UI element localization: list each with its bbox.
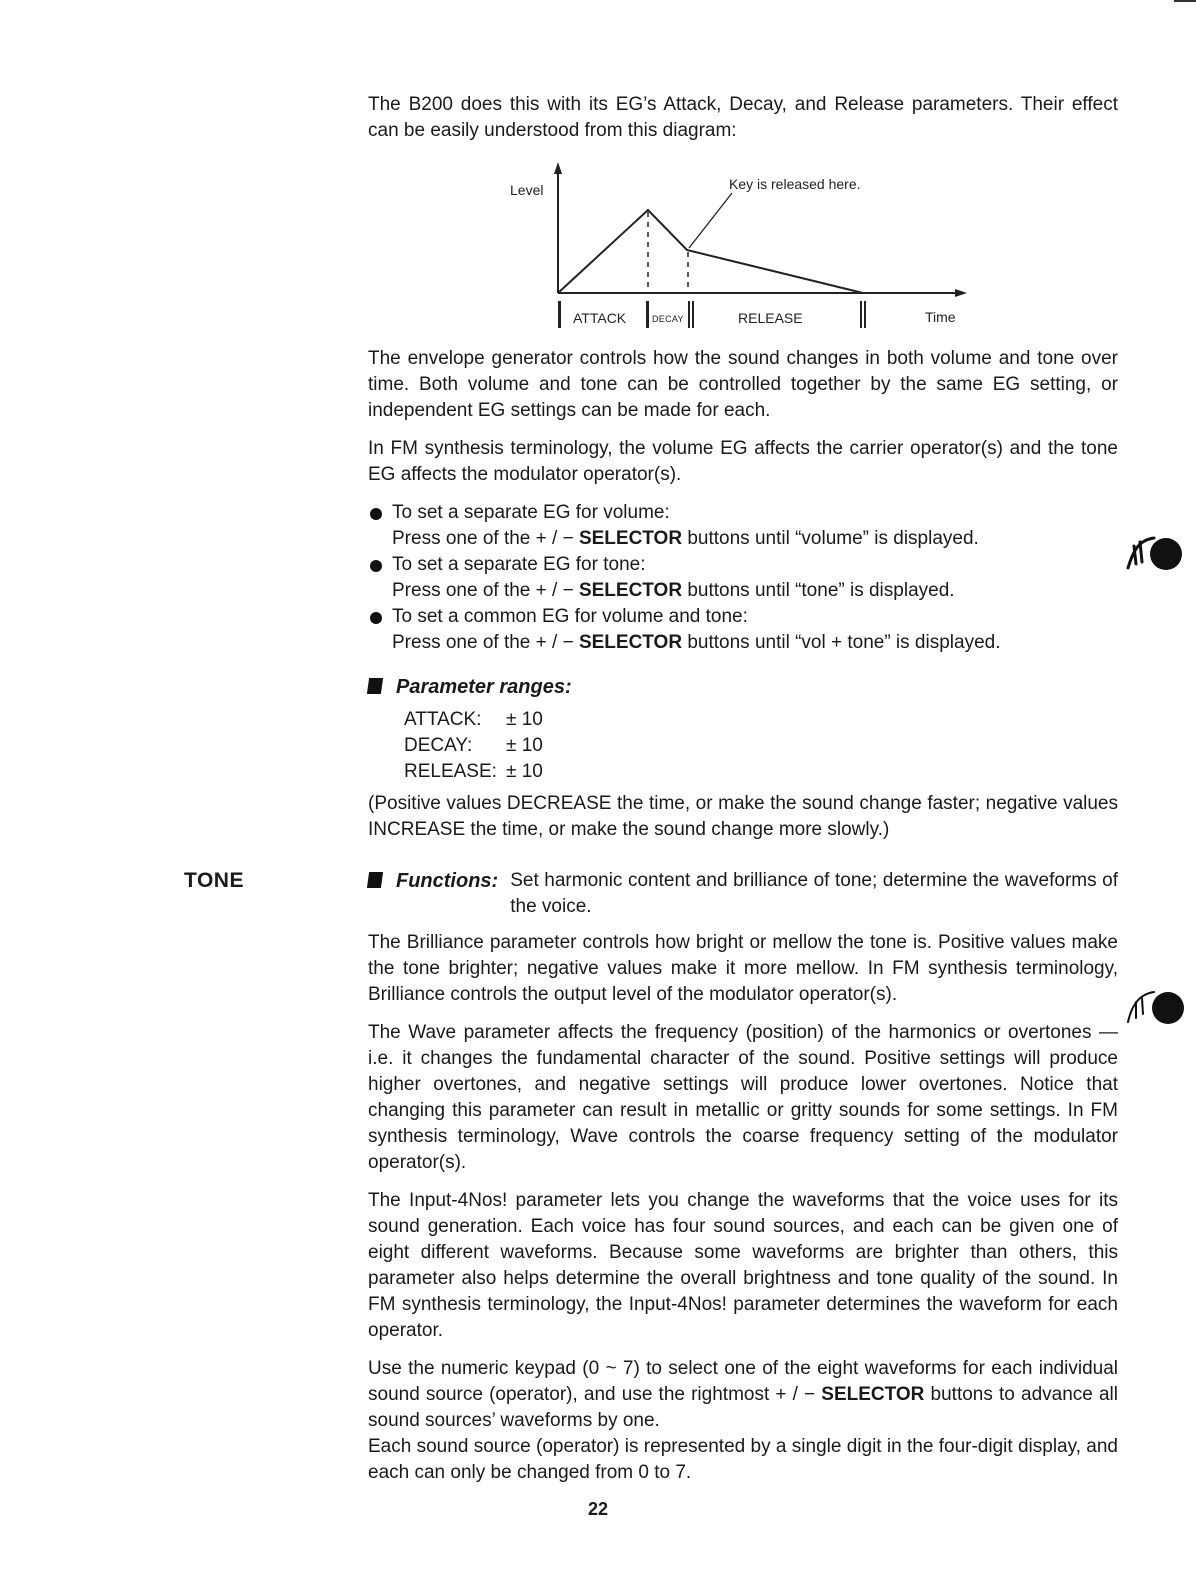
tone-section <box>368 868 1118 1486</box>
envelope-curve <box>558 210 863 293</box>
selector-label: SELECTOR <box>578 580 683 601</box>
bullet-title: To set a separate EG for volume: <box>392 502 670 523</box>
selector-label: SELECTOR <box>578 632 683 653</box>
bullet-instruction: Press one of the + / − SELECTOR buttons until “volume” is displayed. <box>392 528 979 549</box>
divider-release-end <box>860 301 862 328</box>
divider-decay-end <box>688 301 690 328</box>
keypad-paragraph: Use the numeric keypad (0 ~ 7) to select one of the eight waveforms for each individual sound source (operator), and use the rightmost + / − SELECTOR buttons to advance all sound sources’ waveforms by one. <box>368 1358 1118 1431</box>
wave-paragraph: The Wave parameter affects the frequency (position) of the harmonics or overtones — i.e. it changes the fundamental character of the sound. Positive settings will produce higher overtones, and negative settings will produce lower overtones. Notice that changing this parameter can result in metallic or gritty sounds for some settings. In FM synthesis terminology, Wave controls the coarse frequency setting of the modulator operator(s). <box>368 1022 1118 1173</box>
margin-note-mark <box>1124 528 1184 578</box>
level-label: Level <box>510 182 544 198</box>
bullet-icon <box>370 612 382 624</box>
eg-instructions-list <box>368 500 1118 656</box>
fm-terminology-paragraph: In FM synthesis terminology, the volume EG affects the carrier operator(s) and the tone EG affects the modulator operator(s). <box>368 438 1118 485</box>
functions-heading: Functions: <box>396 870 499 892</box>
intro-paragraph: The B200 does this with its EG’s Attack, Decay, and Release parameters. Their effect can be easily understood from this diagram: <box>368 94 1118 141</box>
attack-label: ATTACK <box>573 310 627 326</box>
key-released-label: Key is released here. <box>729 176 861 192</box>
intro-block <box>368 92 1118 144</box>
tone-side-label: TONE <box>184 869 244 892</box>
param-ranges-list <box>404 707 1118 785</box>
time-axis-arrow <box>955 289 967 297</box>
list-item <box>368 604 1118 656</box>
list-item: DECAY: ± 10 <box>404 735 543 756</box>
square-bullet-icon <box>367 678 383 694</box>
level-axis-arrow <box>554 162 562 174</box>
margin-note-mark <box>1124 984 1184 1034</box>
param-ranges-heading-row <box>368 674 1118 701</box>
selector-label: SELECTOR <box>821 1384 925 1405</box>
list-item <box>368 552 1118 604</box>
page-number: 22 <box>587 1499 609 1519</box>
eg-section <box>368 346 1118 843</box>
decay-label: DECAY <box>652 314 684 324</box>
list-item: ATTACK: ± 10 <box>404 709 543 730</box>
top-edge-mark <box>1174 0 1196 2</box>
each-source-paragraph: Each sound source (operator) is represented by a single digit in the four-digit display, and each can only be changed from 0 to 7. <box>368 1436 1118 1483</box>
divider-release-end-b <box>864 301 866 328</box>
selector-label: SELECTOR <box>578 528 683 549</box>
bullet-title: To set a common EG for volume and tone: <box>392 606 748 627</box>
functions-text: Set harmonic content and brilliance of tone; determine the waveforms of the voice. <box>510 870 1118 917</box>
input-paragraph: The Input-4Nos! parameter lets you change the waveforms that the voice uses for its sound generation. Each voice has four sound sources, and each can be given one of eight different waveforms. Because some waveforms are brighter than others, this parameter also helps determine the overall brightness and tone quality of the sound. In FM synthesis terminology, the Input-4Nos! parameter determines the waveform for each operator. <box>368 1190 1118 1341</box>
time-label: Time <box>925 309 956 325</box>
brilliance-paragraph: The Brilliance parameter controls how bright or mellow the tone is. Positive values make the tone brighter; negative values make it more mellow. In FM synthesis terminology, Brilliance controls the output level of the modulator operator(s). <box>368 932 1118 1005</box>
bullet-instruction: Press one of the + / − SELECTOR buttons until “vol + tone” is displayed. <box>392 632 1001 653</box>
bullet-title: To set a separate EG for tone: <box>392 554 646 575</box>
param-ranges-heading: Parameter ranges: <box>396 676 572 698</box>
bullet-instruction: Press one of the + / − SELECTOR buttons until “tone” is displayed. <box>392 580 955 601</box>
envelope-diagram <box>505 160 975 335</box>
param-ranges-note: (Positive values DECREASE the time, or make the sound change faster; negative values INCREASE the time, or make the sound change more slowly.) <box>368 793 1118 840</box>
functions-row <box>368 868 1118 920</box>
list-item <box>368 500 1118 552</box>
release-label: RELEASE <box>738 310 803 326</box>
list-item: RELEASE: ± 10 <box>404 761 543 782</box>
bullet-icon <box>370 560 382 572</box>
bullet-icon <box>370 508 382 520</box>
divider-attack-end <box>646 301 649 328</box>
divider-decay-end-b <box>692 301 694 328</box>
square-bullet-icon <box>367 872 383 888</box>
divider-start <box>558 301 561 328</box>
key-release-pointer <box>689 193 732 248</box>
eg-controls-paragraph: The envelope generator controls how the sound changes in both volume and tone over time. Both volume and tone can be controlled together by the same EG setting, or independent EG settings can be made for each. <box>368 348 1118 421</box>
